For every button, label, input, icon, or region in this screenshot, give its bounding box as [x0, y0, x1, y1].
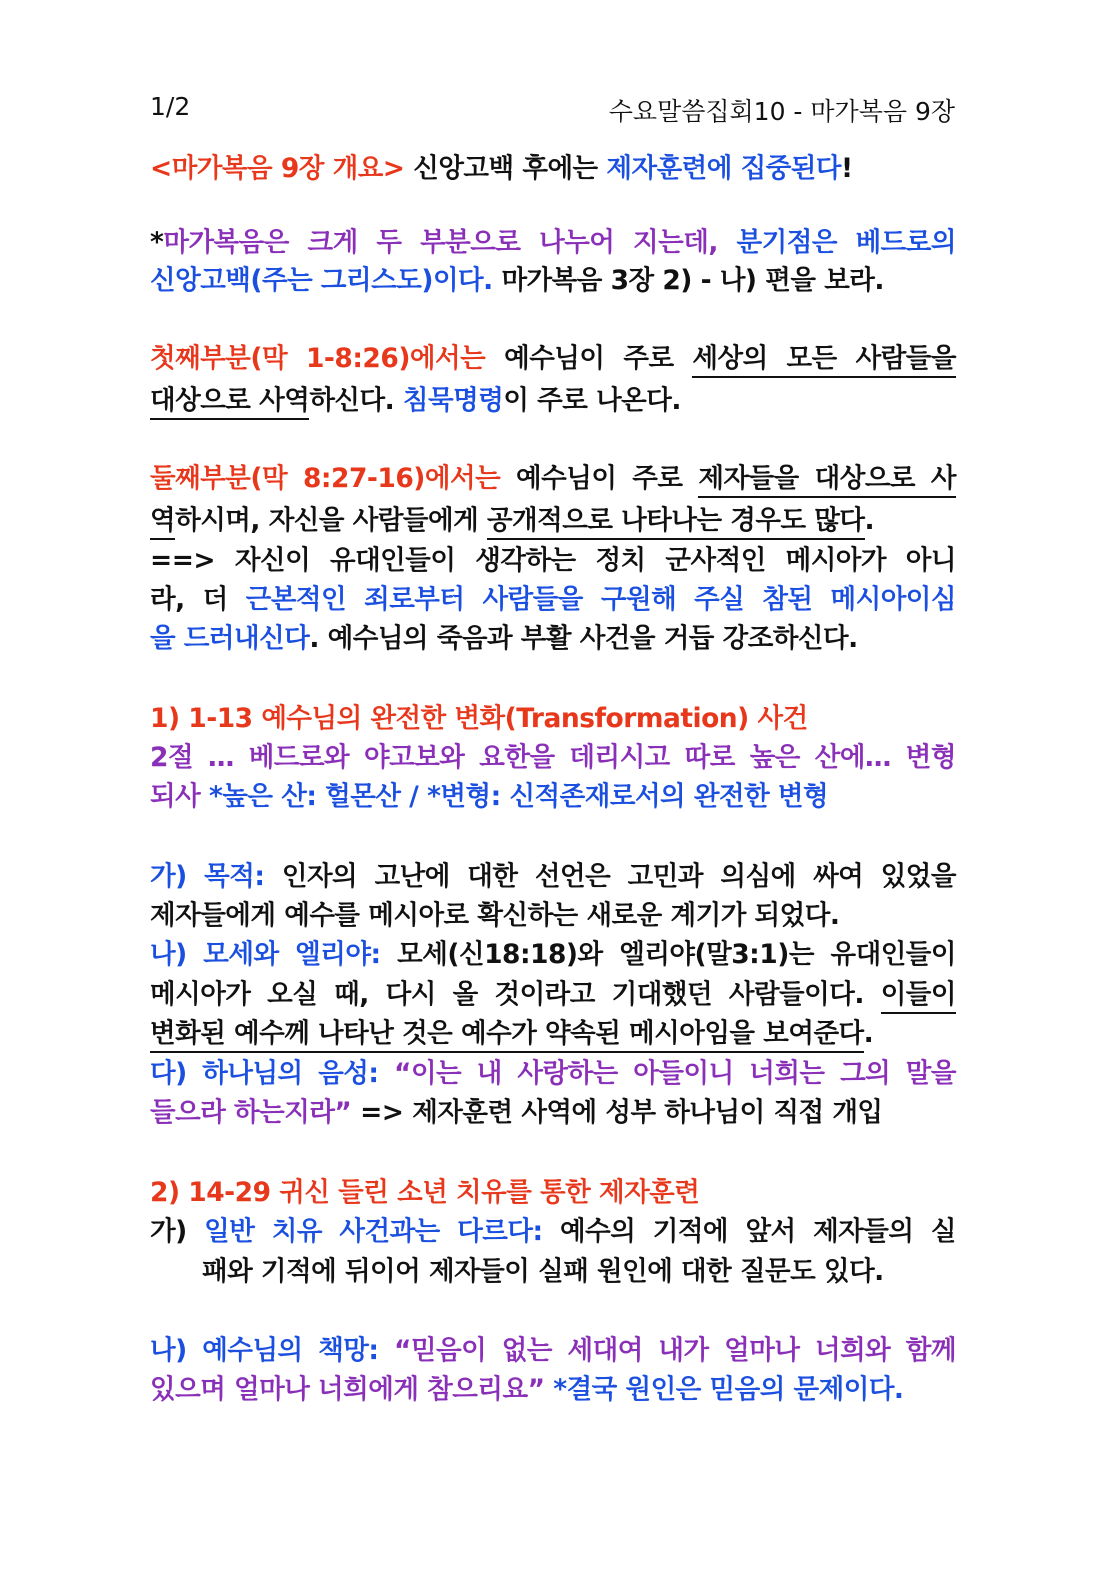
- second-part-text-2: 하시며, 자신을 사람들에게: [175, 505, 487, 536]
- rebuke-label: 나) 예수님의 책망:: [150, 1335, 379, 1366]
- second-part-label: 둘째부분(막 8:27-16)에서는: [150, 463, 501, 494]
- intro-reference: 마가복음 3장 2) - 나) 편을 보라.: [492, 265, 884, 296]
- period-2: .: [863, 1018, 874, 1049]
- heading-emphasis: 제자훈련에 집중된다: [606, 153, 841, 184]
- purpose-text-2: 제자들에게 예수를 메시아로 확신하는 새로운 계기가 되었다.: [150, 900, 840, 931]
- second-part-line-1: [150, 463, 956, 495]
- intro-line-2: [150, 265, 956, 297]
- mountain-note: *높은 산: 헐몬산 / *변형: 신적존재로서의 완전한 변형: [208, 781, 829, 812]
- first-part-line-2: [150, 385, 956, 417]
- section1-da-line-1: [150, 1058, 956, 1090]
- first-part-label: 첫째부분(막 1-8:26)에서는: [150, 343, 486, 374]
- voice-quote: “이는 내 사랑하는 아들이니 너희는 그의 말을: [378, 1058, 957, 1089]
- heading-exclaim: !: [841, 153, 853, 184]
- second-part-underlined: 제자들을 대상으로 사: [698, 463, 956, 498]
- purpose-label: 가) 목적:: [150, 861, 265, 892]
- silence-command: 침묵명령: [402, 385, 504, 416]
- heading-overview: <마가복음 9장 개요>: [150, 153, 405, 184]
- different-text: 예수의 기적에 앞서 제자들의 실: [542, 1216, 956, 1247]
- intro-blue-text-2: 신앙고백(주는 그리스도)이다.: [150, 265, 493, 296]
- asterisk: *: [150, 227, 164, 258]
- section1-line-2: [150, 781, 956, 813]
- section1-na-line-2: [150, 979, 956, 1011]
- second-part-line-4: [150, 584, 956, 616]
- different-text-2: 패와 기적에 뒤이어 제자들이 실패 원인에 대한 질문도 있다.: [202, 1256, 884, 1287]
- document-title: 수요말씀집회10 - 마가복음 9장: [608, 97, 955, 126]
- second-part-line-5: [150, 623, 956, 655]
- page-number: 1/2: [150, 92, 191, 121]
- first-part-text-3: 이 주로 나온다.: [503, 385, 681, 416]
- first-part-text: 예수님이 주로: [485, 343, 693, 374]
- second-part-line-3: [150, 545, 956, 577]
- different-label: 일반 치유 사건과는 다르다:: [204, 1216, 543, 1247]
- section2-heading-text: 2) 14-29 귀신 들린 소년 치유를 통한 제자훈련: [150, 1177, 700, 1208]
- section1-ga-line-2: [150, 900, 956, 932]
- first-part-underlined-2: 대상으로 사역: [150, 385, 309, 420]
- purpose-text: 인자의 고난에 대한 선언은 고민과 의심에 싸여 있었을: [264, 861, 957, 892]
- second-part-line-2: [150, 505, 956, 537]
- section1-line-1: [150, 742, 956, 774]
- moses-elijah-text-2: 메시아가 오실 때, 다시 올 것이라고 기대했던 사람들이다.: [150, 979, 881, 1010]
- section1-heading: [150, 703, 956, 735]
- section2-na-line-2: [150, 1374, 956, 1406]
- second-part-text: 예수님이 주로: [500, 463, 699, 494]
- page-heading: [150, 153, 956, 185]
- verse-2-cont: 되사: [150, 781, 209, 812]
- first-part-underlined: 세상의 모든 사람들을: [692, 343, 956, 378]
- section1-heading-text: 1) 1-13 예수님의 완전한 변화(Transformation) 사건: [150, 703, 808, 734]
- first-part-text-2: 하신다.: [309, 385, 403, 416]
- second-part-text-5: . 예수님의 죽음과 부활 사건을 거듭 강조하신다.: [309, 623, 858, 654]
- section2-ga-line-1: [150, 1216, 956, 1248]
- rebuke-quote: “믿음이 없는 세대여 내가 얼마나 너희와 함께: [378, 1335, 957, 1366]
- section1-ga-line-1: [150, 861, 956, 893]
- section1-da-line-2: [150, 1097, 956, 1129]
- moses-elijah-underlined-2: 변화된 예수께 나타난 것은 예수가 약속된 메시아임을 보여준다: [150, 1018, 864, 1053]
- section2-heading: [150, 1177, 956, 1209]
- first-part-line-1: [150, 343, 956, 375]
- intro-purple-text: 마가복음은 크게 두 부분으로 나누어 지는데,: [163, 227, 737, 258]
- second-part-underlined-3: 공개적으로 나타나는 경우도 많다: [487, 505, 865, 540]
- voice-label: 다) 하나님의 음성:: [150, 1058, 379, 1089]
- rebuke-quote-2: 있으며 얼마나 너희에게 참으리요”: [150, 1374, 545, 1405]
- moses-elijah-underlined: 이들이: [881, 979, 956, 1014]
- section1-na-line-1: [150, 939, 956, 971]
- reveal-text: 을 드러내신다: [150, 623, 310, 654]
- second-part-text-3: ==> 자신이 유대인들이 생각하는 정치 군사적인 메시아가 아니: [150, 545, 956, 576]
- intro-blue-text: 분기점은 베드로의: [736, 227, 956, 258]
- voice-quote-2: 들으라 하는지라”: [150, 1097, 352, 1128]
- section2-na-line-1: [150, 1335, 956, 1367]
- section2-ga-line-2: [202, 1256, 956, 1288]
- true-messiah-text: 근본적인 죄로부터 사람들을 구원해 주실 참된 메시아이심: [245, 584, 957, 615]
- intro-line-1: [150, 227, 956, 259]
- verse-2-text: 2절 … 베드로와 야고보와 요한을 데리시고 따로 높은 산에… 변형: [150, 742, 956, 773]
- faith-conclusion: *결국 원인은 믿음의 문제이다.: [544, 1374, 904, 1405]
- second-part-underlined-2: 역: [150, 505, 175, 540]
- moses-elijah-text: 모세(신18:18)와 엘리야(말3:1)는 유대인들이: [380, 939, 956, 970]
- section1-na-line-3: [150, 1018, 956, 1050]
- ga-prefix: 가): [150, 1216, 205, 1247]
- heading-text: 신앙고백 후에는: [404, 153, 607, 184]
- second-part-text-4: 라, 더: [150, 584, 246, 615]
- moses-elijah-label: 나) 모세와 엘리야:: [150, 939, 381, 970]
- period: .: [864, 505, 875, 536]
- voice-note: => 제자훈련 사역에 성부 하나님이 직접 개입: [351, 1097, 883, 1128]
